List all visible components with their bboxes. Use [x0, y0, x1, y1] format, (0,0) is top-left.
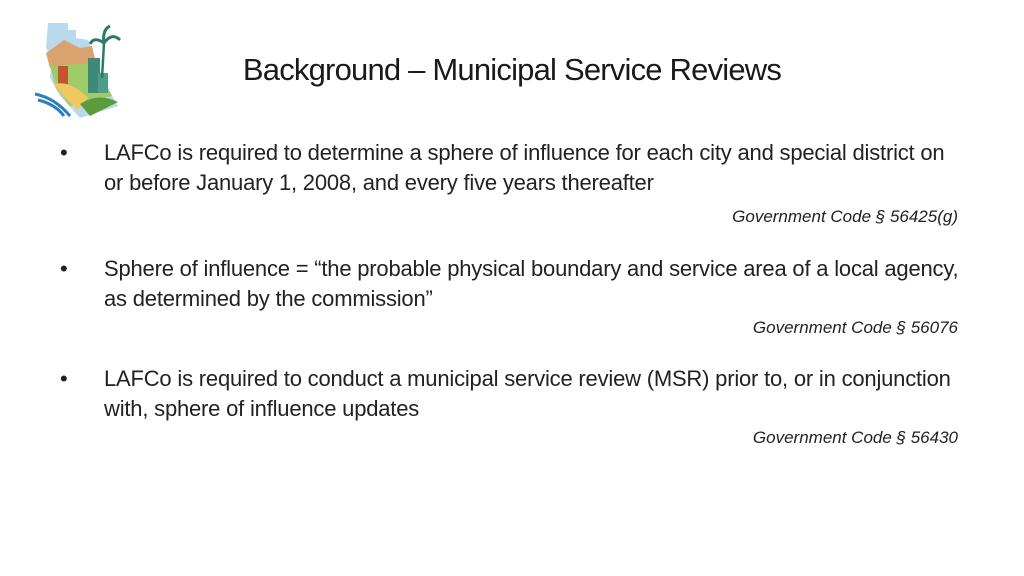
bullet-dot: • [60, 366, 68, 391]
bullet-item [60, 254, 960, 314]
citation: Government Code § 56425(g) [732, 207, 958, 226]
citation: Government Code § 56076 [752, 318, 958, 337]
bullet-item [60, 364, 960, 424]
bullet-text: LAFCo is required to determine a sphere of influence for each city and special district on or before January 1, 2008, and every five years thereafter [104, 140, 945, 195]
bullet-dot: • [60, 140, 68, 165]
slide-title: Background – Municipal Service Reviews [242, 52, 782, 87]
bullet-text: LAFCo is required to conduct a municipal service review (MSR) prior to, or in conjunction with, sphere of influence updates [104, 366, 951, 421]
bullet-text: Sphere of influence = “the probable physical boundary and service area of a local agency, as determined by the commission” [104, 256, 959, 311]
bullet-item [60, 138, 960, 198]
citation: Government Code § 56430 [752, 428, 958, 447]
bullet-dot: • [60, 256, 68, 281]
